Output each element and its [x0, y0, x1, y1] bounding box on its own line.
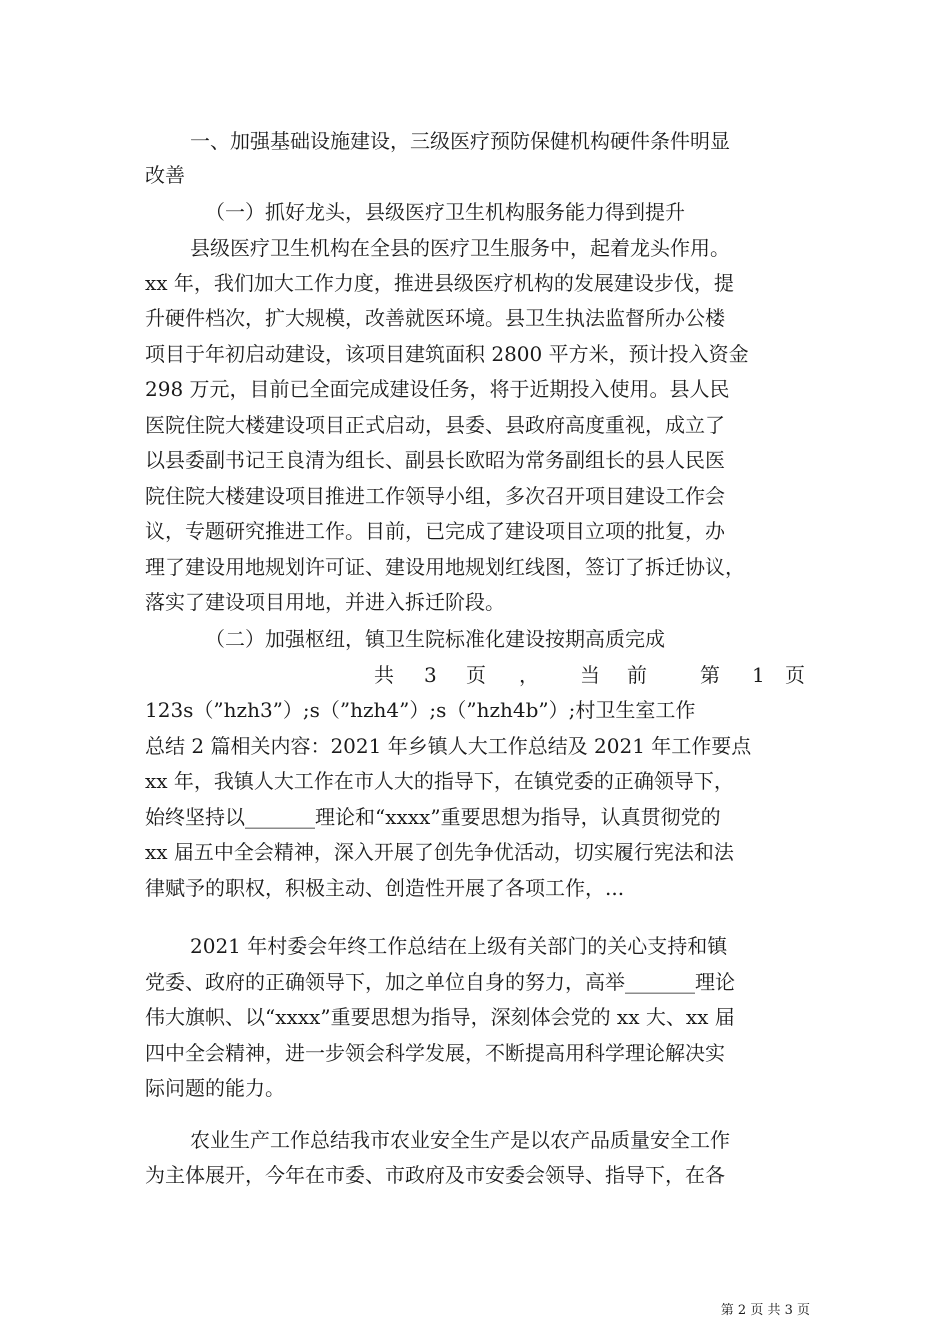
counter-char: 第: [700, 663, 720, 687]
heading-level1: 一、加强基础设施建设，三级医疗预防保健机构硬件条件明显: [190, 129, 730, 153]
paragraph-line: xx 年，我们加大工作力度，推进县级医疗机构的发展建设步伐，提: [145, 271, 734, 295]
paragraph-line: 始终坚持以_______理论和“xxxx”重要思想为指导，认真贯彻党的: [145, 805, 721, 829]
paragraph-line: 123s（”hzh3”）;s（”hzh4”）;s（”hzh4b”）;村卫生室工作: [145, 698, 696, 722]
paragraph-line: 为主体展开，今年在市委、市政府及市安委会领导、指导下，在各: [145, 1163, 725, 1187]
paragraph-line: 总结 2 篇相关内容：2021 年乡镇人大工作总结及 2021 年工作要点: [145, 734, 752, 758]
paragraph-line: 落实了建设项目用地，并进入拆迁阶段。: [145, 590, 505, 614]
heading-level2: （一）抓好龙头，县级医疗卫生机构服务能力得到提升: [205, 200, 685, 224]
paragraph-line: 医院住院大楼建设项目正式启动，县委、县政府高度重视，成立了: [145, 413, 725, 437]
page-footer: 第 2 页 共 3 页: [720, 1303, 810, 1318]
paragraph-line: 议，专题研究推进工作。目前，已完成了建设项目立项的批复，办: [145, 519, 725, 543]
heading-level2: （二）加强枢纽，镇卫生院标准化建设按期高质完成: [205, 627, 665, 651]
counter-char: ，: [519, 663, 539, 687]
counter-char: 页: [466, 663, 486, 687]
counter-char: 前: [627, 663, 647, 687]
paragraph-line: 以县委副书记王良清为组长、副县长欧昭为常务副组长的县人民医: [145, 448, 725, 472]
paragraph-line: 党委、政府的正确领导下，加之单位自身的努力，高举_______理论: [145, 970, 735, 994]
paragraph-line: 院住院大楼建设项目推进工作领导小组，多次召开项目建设工作会: [145, 484, 725, 508]
counter-char: 1: [752, 663, 765, 687]
paragraph-line: 伟大旗帜、以“xxxx”重要思想为指导，深刻体会党的 xx 大、xx 届: [145, 1005, 735, 1029]
paragraph-line: 298 万元，目前已全面完成建设任务，将于近期投入使用。县人民: [145, 377, 730, 401]
paragraph-line: 项目于年初启动建设，该项目建筑面积 2800 平方米，预计投入资金: [145, 342, 749, 366]
paragraph-line: 升硬件档次，扩大规模，改善就医环境。县卫生执法监督所办公楼: [145, 306, 725, 330]
paragraph-line: xx 届五中全会精神，深入开展了创先争优活动，切实履行宪法和法: [145, 840, 734, 864]
heading-level1-cont: 改善: [145, 163, 185, 187]
paragraph-line: 四中全会精神，进一步领会科学发展，不断提高用科学理论解决实: [145, 1041, 725, 1065]
paragraph-line: 农业生产工作总结我市农业安全生产是以农产品质量安全工作: [190, 1128, 730, 1152]
paragraph-line: 县级医疗卫生机构在全县的医疗卫生服务中，起着龙头作用。: [190, 236, 730, 260]
paragraph-line: 2021 年村委会年终工作总结在上级有关部门的关心支持和镇: [190, 934, 728, 958]
counter-char: 当: [580, 663, 600, 687]
counter-char: 共: [374, 663, 394, 687]
counter-char: 3: [424, 663, 437, 687]
paragraph-line: xx 年，我镇人大工作在市人大的指导下，在镇党委的正确领导下，: [145, 769, 734, 793]
paragraph-line: 律赋予的职权，积极主动、创造性开展了各项工作，...: [145, 876, 625, 900]
paragraph-line: 理了建设用地规划许可证、建设用地规划红线图，签订了拆迁协议，: [145, 555, 745, 579]
paragraph-line: 际问题的能力。: [145, 1076, 285, 1100]
counter-char: 页: [785, 663, 805, 687]
